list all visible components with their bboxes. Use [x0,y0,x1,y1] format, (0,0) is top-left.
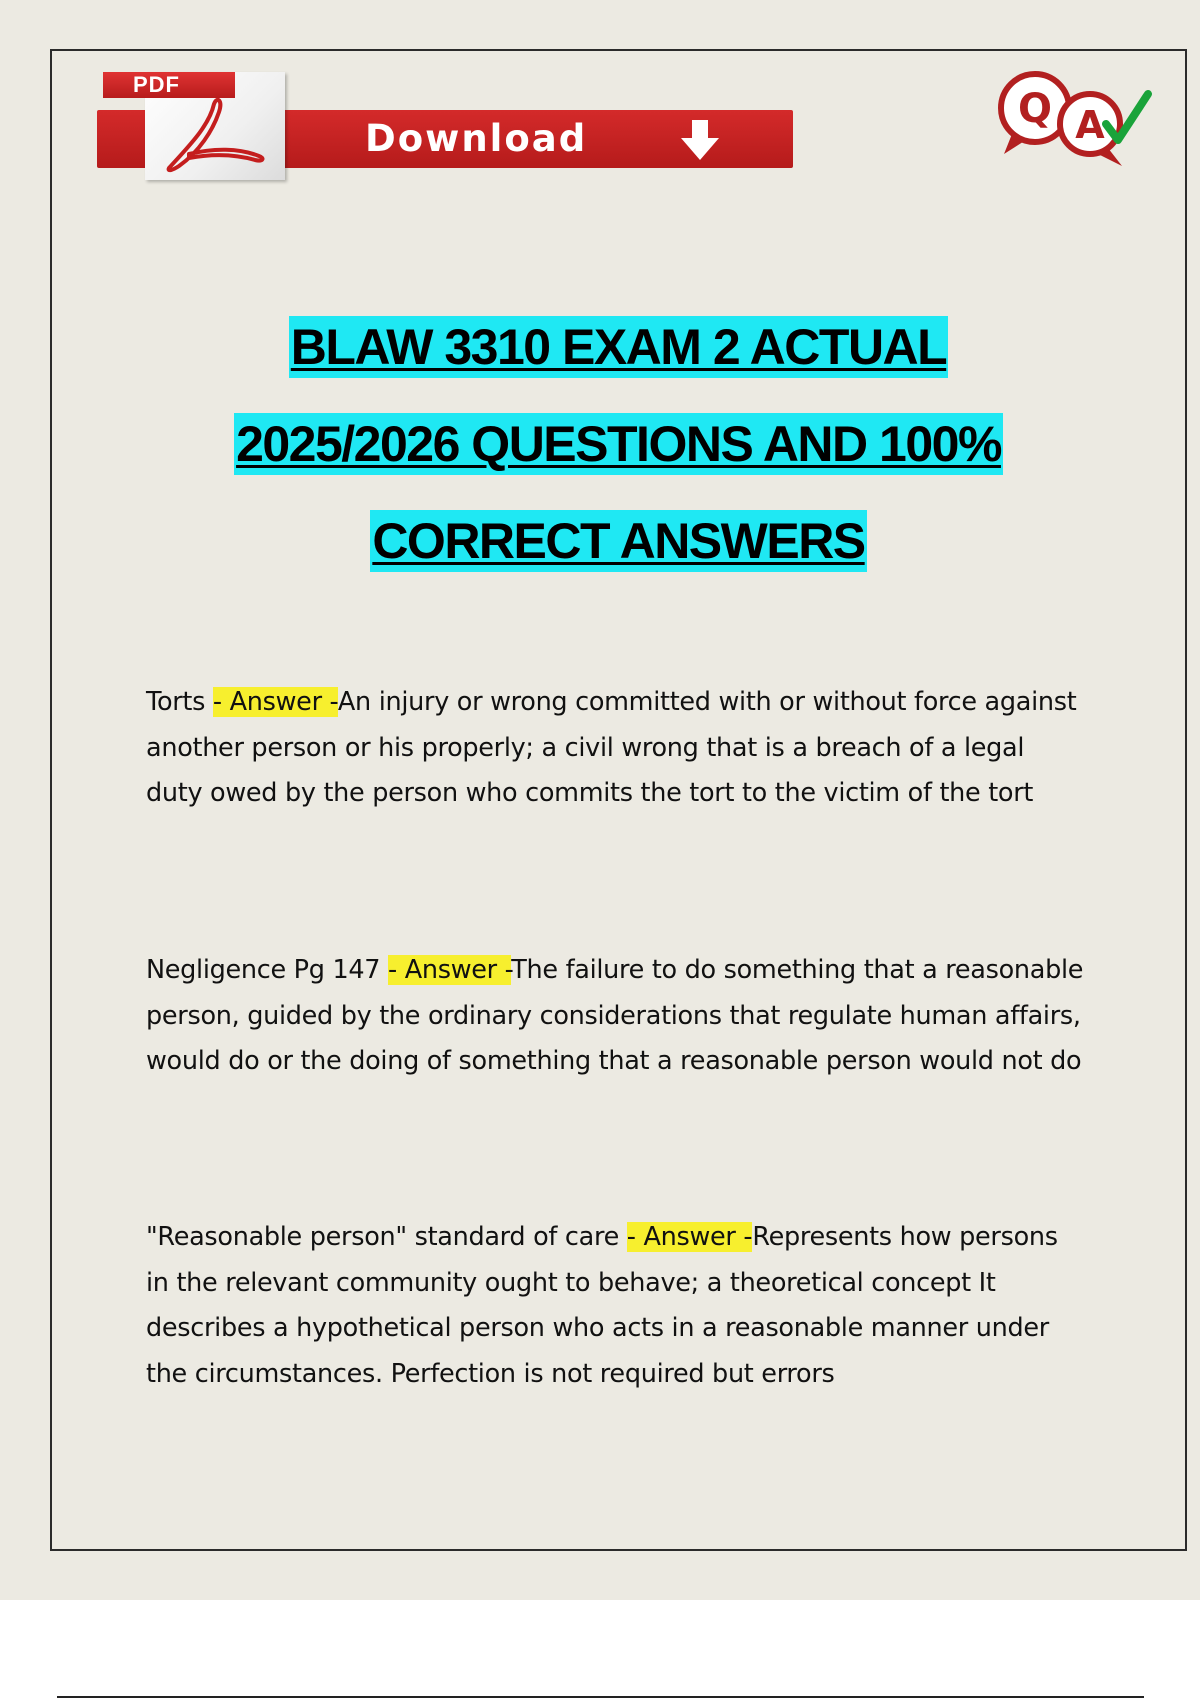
question-term: "Reasonable person" standard of care [146,1222,627,1252]
answer-text: The failure to do something that a reasonable person, guided by the ordinary considerations that regulate human affairs, would do or the doing of something that a reasonable person would not do [146,955,1084,1076]
document-title [0,316,1200,607]
qa-entry-reasonable-person [146,1215,1086,1397]
download-label[interactable]: Download [365,117,588,160]
qa-logo-a: A [1075,103,1105,147]
pdf-download-banner[interactable] [97,72,793,180]
acrobat-icon [159,96,269,176]
answer-text: Represents how persons in the relevant community ought to behave; a theoretical concept It describes a hypothetical person who acts in a reasonable manner under the circumstances. Perfection is not required but errors [146,1222,1058,1389]
download-arrow-icon[interactable] [679,118,721,162]
title-line-1: BLAW 3310 EXAM 2 ACTUAL [289,316,948,378]
qa-entry-torts [146,680,1086,817]
title-line-3: CORRECT ANSWERS [370,510,866,572]
answer-marker: - Answer - [212,687,338,717]
qa-logo-q: Q [1017,86,1053,132]
qa-logo [990,70,1160,170]
answer-marker: - Answer - [388,955,512,985]
page-divider [57,1696,1144,1698]
answer-text: An injury or wrong committed with or without force against another person or his properly; a civil wrong that is a breach of a legal duty owed by the person who commits the tort to the victim of the tort [146,687,1077,808]
question-term: Negligence Pg 147 [146,955,389,985]
answer-marker: - Answer - [626,1222,753,1252]
question-term: Torts [146,687,213,717]
qa-entry-negligence [146,948,1086,1085]
title-line-2: 2025/2026 QUESTIONS AND 100% [234,413,1003,475]
pdf-label: PDF [103,72,235,98]
